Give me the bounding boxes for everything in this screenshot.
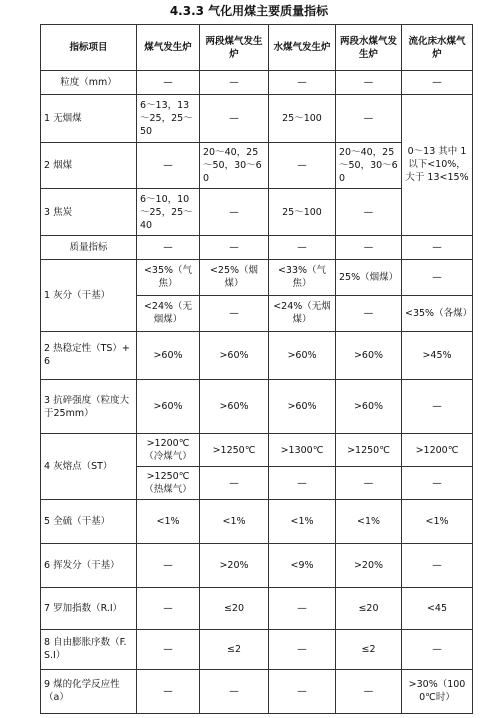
header-water-gas-producer: 水煤气发生炉 [269,25,336,71]
table-cell: — [269,467,336,500]
table-cell: >60% [137,379,200,433]
row-label-reactivity: 9 煤的化学反应性（a） [41,669,137,713]
table-cell: >60% [336,379,402,433]
table-header-row [41,25,473,71]
table-row [41,669,473,713]
table-cell: >60% [137,331,200,379]
table-cell: — [402,379,473,433]
table-cell: — [269,629,336,669]
table-cell: >45% [402,331,473,379]
table-cell: — [269,587,336,629]
row-label-coke: 3 焦炭 [41,189,137,235]
table-cell: — [336,71,402,95]
row-label-free-swelling-index: 8 自由膨胀序数（F.S.I） [41,629,137,669]
row-label-crush-strength: 3 抗碎强度（粒度大于25mm） [41,379,137,433]
table-cell: — [269,143,336,189]
table-cell: <35%（各煤） [402,295,473,331]
table-cell: — [137,235,200,259]
table-cell: ≤2 [336,629,402,669]
row-label-anthracite: 1 无烟煤 [41,95,137,143]
table-cell: <1% [200,500,269,544]
table-cell: 25%（烟煤） [336,259,402,295]
table-cell: — [336,295,402,331]
table-cell: ≤2 [200,629,269,669]
row-label-quality: 质量指标 [41,235,137,259]
table-cell: >1250℃ [200,434,269,467]
table-cell: <25%（烟煤） [200,259,269,295]
table-cell: — [336,235,402,259]
header-fluidized-bed-water-gas: 流化床水煤气炉 [402,25,473,71]
table-cell: >1200℃（冷煤气） [137,434,200,467]
table-row [41,587,473,629]
table-row [41,331,473,379]
table-cell: — [402,71,473,95]
table-row [41,95,473,143]
table-cell: >30%（1000℃时） [402,669,473,713]
table-row [41,235,473,259]
table-cell: — [402,629,473,669]
table-cell: 25～100 [269,95,336,143]
table-cell: <45 [402,587,473,629]
table-cell: >60% [269,331,336,379]
table-cell: — [200,189,269,235]
table-cell: 25～100 [269,189,336,235]
coal-quality-table [40,24,473,714]
table-cell: — [137,143,200,189]
row-label-ash-fusion: 4 灰熔点（ST） [41,434,137,500]
table-cell: — [200,295,269,331]
table-cell-fluidized-granularity: 0～13 其中 1 以下<10%，大于 13<15% [402,95,473,235]
table-cell: >20% [200,544,269,587]
table-cell: >60% [336,331,402,379]
header-gas-producer: 煤气发生炉 [137,25,200,71]
table-cell: <9% [269,544,336,587]
header-two-stage-gas-producer: 两段煤气发生炉 [200,25,269,71]
table-cell: — [200,669,269,713]
table-cell: <1% [336,500,402,544]
table-cell: <24%（无烟煤） [137,295,200,331]
table-cell: — [200,467,269,500]
table-row [41,629,473,669]
table-cell: — [336,95,402,143]
table-cell: — [137,71,200,95]
table-cell: >60% [269,379,336,433]
table-cell: — [269,235,336,259]
row-label-bituminous: 2 烟煤 [41,143,137,189]
table-cell: <1% [402,500,473,544]
row-label-volatile: 6 挥发分（干基） [41,544,137,587]
row-label-thermal-stability: 2 热稳定性（TS）+6 [41,331,137,379]
table-cell: >1250℃（热煤气） [137,467,200,500]
table-cell: <24%（无烟煤） [269,295,336,331]
table-cell: ≤20 [200,587,269,629]
table-cell: — [200,71,269,95]
table-row [41,71,473,95]
row-label-ash: 1 灰分（干基） [41,259,137,331]
table-cell: — [137,669,200,713]
table-cell: 20～40，25～50，30～60 [200,143,269,189]
table-cell: >1250℃ [336,434,402,467]
table-cell: <35%（气焦） [137,259,200,295]
table-cell: — [402,259,473,295]
table-row [41,379,473,433]
table-row [41,434,473,467]
table-cell: >60% [200,331,269,379]
table-cell: 20～40，25～50，30～60 [336,143,402,189]
table-cell: >60% [200,379,269,433]
row-label-total-sulfur: 5 全硫（干基） [41,500,137,544]
page-title: 4.3.3 气化用煤主要质量指标 [169,4,329,18]
table-cell: — [269,71,336,95]
table-cell: — [269,669,336,713]
table-cell: >20% [336,544,402,587]
header-indicator: 指标项目 [41,25,137,71]
table-row [41,500,473,544]
header-two-stage-water-gas-producer: 两段水煤气发生炉 [336,25,402,71]
table-cell: — [402,544,473,587]
table-cell: <33%（气焦） [269,259,336,295]
row-label-roga-index: 7 罗加指数（R.I） [41,587,137,629]
table-row [41,544,473,587]
table-cell: <1% [137,500,200,544]
table-cell: — [137,587,200,629]
table-cell: — [336,467,402,500]
table-cell: — [336,669,402,713]
table-cell: >1200℃ [402,434,473,467]
table-cell: — [137,629,200,669]
table-cell: — [137,544,200,587]
table-cell: — [200,235,269,259]
table-cell: — [402,467,473,500]
table-cell: >1300℃ [269,434,336,467]
table-cell: 6～13，13～25，25～50 [137,95,200,143]
table-cell: — [200,95,269,143]
table-cell: <1% [269,500,336,544]
row-label-granularity: 粒度（mm） [41,71,137,95]
table-cell: — [402,235,473,259]
table-cell: — [336,189,402,235]
table-cell: ≤20 [336,587,402,629]
table-row [41,259,473,295]
table-cell: 6～10，10～25，25～40 [137,189,200,235]
